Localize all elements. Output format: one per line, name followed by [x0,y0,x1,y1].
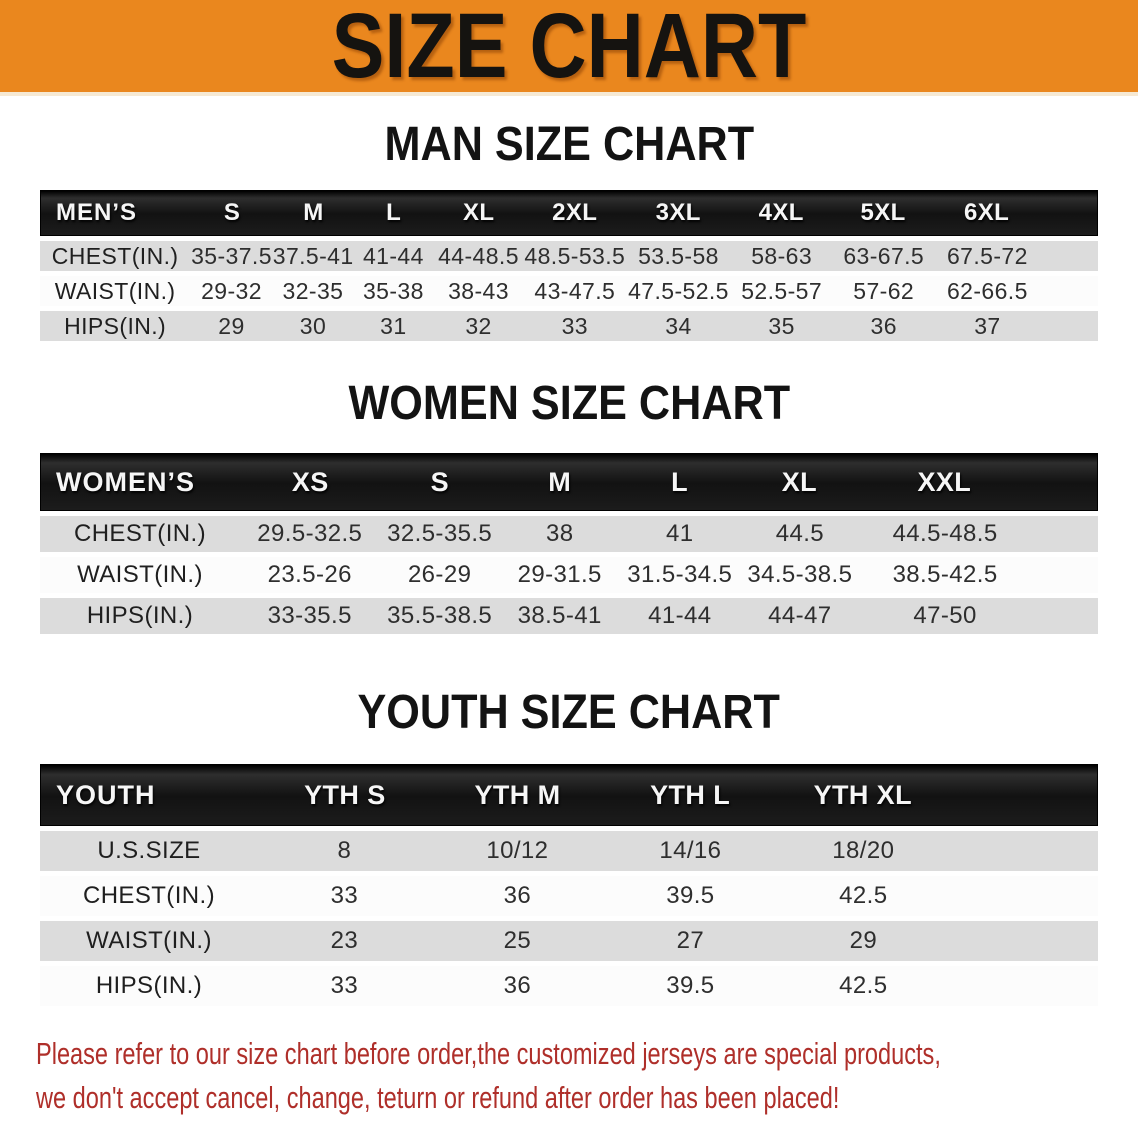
value-cell: 42.5 [839,972,888,999]
women-header-label: WOMEN’S [56,466,195,497]
value-cell: 36 [503,882,532,909]
men-table-header-row [40,190,1098,236]
youth-col-header: YTH L [650,779,731,810]
women-waist-row [40,557,1098,593]
youth-chest-row [40,876,1098,916]
disclaimer-line-2: we don't accept cancel, change, teturn or refund after order has been placed! [36,1080,840,1115]
men-chest-row [40,241,1098,271]
youth-ussize-row [40,831,1098,871]
disclaimer-line-1: Please refer to our size chart before order,the customized jerseys are special products, [36,1036,941,1071]
banner [0,0,1138,96]
value-cell: 30 [299,312,327,339]
value-cell: 32.5-35.5 [387,520,493,547]
value-cell: 32-35 [282,277,344,304]
value-cell: 36 [870,312,897,339]
value-cell: 44-47 [768,602,832,629]
men-col-header: 3XL [655,199,701,226]
value-cell: 31.5-34.5 [627,561,733,588]
value-cell: 14/16 [659,837,722,864]
value-cell: 41-44 [362,242,424,269]
value-cell: 42.5 [839,882,888,909]
value-cell: 10/12 [486,837,549,864]
value-cell: 29-31.5 [517,561,602,588]
women-col-header: L [671,466,689,497]
banner-title: SIZE CHART [331,0,807,97]
men-header-label: MEN’S [56,199,138,226]
youth-section-title: YOUTH SIZE CHART [357,686,781,739]
value-cell: 18/20 [832,837,895,864]
value-cell: 25 [503,927,532,954]
value-cell: 39.5 [666,972,715,999]
value-cell: 33 [330,972,359,999]
value-cell: 38 [545,520,574,547]
value-cell: 38.5-41 [517,602,602,629]
value-cell: 62-66.5 [946,277,1028,304]
value-cell: 35-38 [362,277,424,304]
row-label: HIPS(IN.) [86,602,194,629]
women-col-header: XXL [917,466,972,497]
value-cell: 37.5-41 [272,242,354,269]
women-col-header: S [430,466,450,497]
value-cell: 58-63 [751,242,813,269]
value-cell: 33 [561,312,588,339]
value-cell: 47-50 [913,602,977,629]
men-hips-row [40,311,1098,341]
value-cell: 44-48.5 [438,242,519,269]
value-cell: 37 [974,312,1001,339]
value-cell: 29.5-32.5 [257,520,363,547]
row-label: HIPS(IN.) [95,972,203,999]
value-cell: 26-29 [407,561,472,588]
value-cell: 29 [849,927,878,954]
value-cell: 47.5-52.5 [628,277,729,304]
value-cell: 41-44 [648,602,712,629]
value-cell: 44.5 [775,520,825,547]
men-size-table [40,190,1098,341]
men-waist-row [40,276,1098,306]
disclaimer [0,1032,1138,1120]
value-cell: 63-67.5 [843,242,925,269]
men-col-header: 2XL [552,199,598,226]
youth-header-label: YOUTH [56,779,156,810]
value-cell: 35.5-38.5 [387,602,493,629]
women-col-header: XS [291,466,329,497]
row-label: U.S.SIZE [97,837,201,864]
row-label: WAIST(IN.) [54,277,176,304]
value-cell: 48.5-53.5 [524,242,626,269]
row-label: CHEST(IN.) [51,242,179,269]
youth-waist-row [40,921,1098,961]
men-col-header: M [303,199,324,226]
youth-hips-row [40,966,1098,1006]
men-col-header: 6XL [963,199,1010,226]
value-cell: 29-32 [201,277,262,304]
value-cell: 29 [218,312,245,339]
women-size-table [40,453,1098,634]
value-cell: 57-62 [853,277,915,304]
youth-col-header: YTH S [304,779,386,810]
women-hips-row [40,598,1098,634]
youth-size-table [40,764,1098,1006]
value-cell: 34.5-38.5 [747,561,853,588]
value-cell: 32 [465,312,492,339]
youth-col-header: YTH XL [813,779,912,810]
value-cell: 43-47.5 [534,277,616,304]
value-cell: 31 [380,312,407,339]
men-col-header: L [386,199,402,226]
value-cell: 8 [337,837,352,864]
row-label: WAIST(IN.) [77,561,203,588]
women-chest-row [40,516,1098,552]
youth-table-header-row [40,764,1098,826]
women-section-title: WOMEN SIZE CHART [348,377,790,430]
row-label: CHEST(IN.) [73,520,206,547]
value-cell: 33 [330,882,359,909]
women-table-header-row [40,453,1098,511]
men-col-header: XL [462,199,495,226]
row-label: WAIST(IN.) [86,927,212,954]
value-cell: 34 [665,312,692,339]
youth-col-header: YTH M [474,779,561,810]
men-col-header: S [223,199,241,226]
value-cell: 44.5-48.5 [892,520,998,547]
value-cell: 41 [666,520,694,547]
value-cell: 35-37.5 [191,242,272,269]
women-col-header: XL [781,466,818,497]
value-cell: 33-35.5 [267,602,352,629]
women-col-header: M [548,466,572,497]
value-cell: 53.5-58 [638,242,719,269]
row-label: HIPS(IN.) [64,312,167,339]
value-cell: 52.5-57 [741,277,823,304]
value-cell: 27 [676,927,705,954]
value-cell: 67.5-72 [946,242,1028,269]
men-section-title: MAN SIZE CHART [384,118,754,171]
value-cell: 35 [768,312,795,339]
men-col-header: 4XL [758,199,804,226]
row-label: CHEST(IN.) [82,882,215,909]
value-cell: 39.5 [666,882,715,909]
value-cell: 38.5-42.5 [892,561,998,588]
value-cell: 23 [330,927,359,954]
value-cell: 36 [503,972,532,999]
value-cell: 38-43 [448,277,509,304]
value-cell: 23.5-26 [267,561,352,588]
men-col-header: 5XL [860,199,906,226]
